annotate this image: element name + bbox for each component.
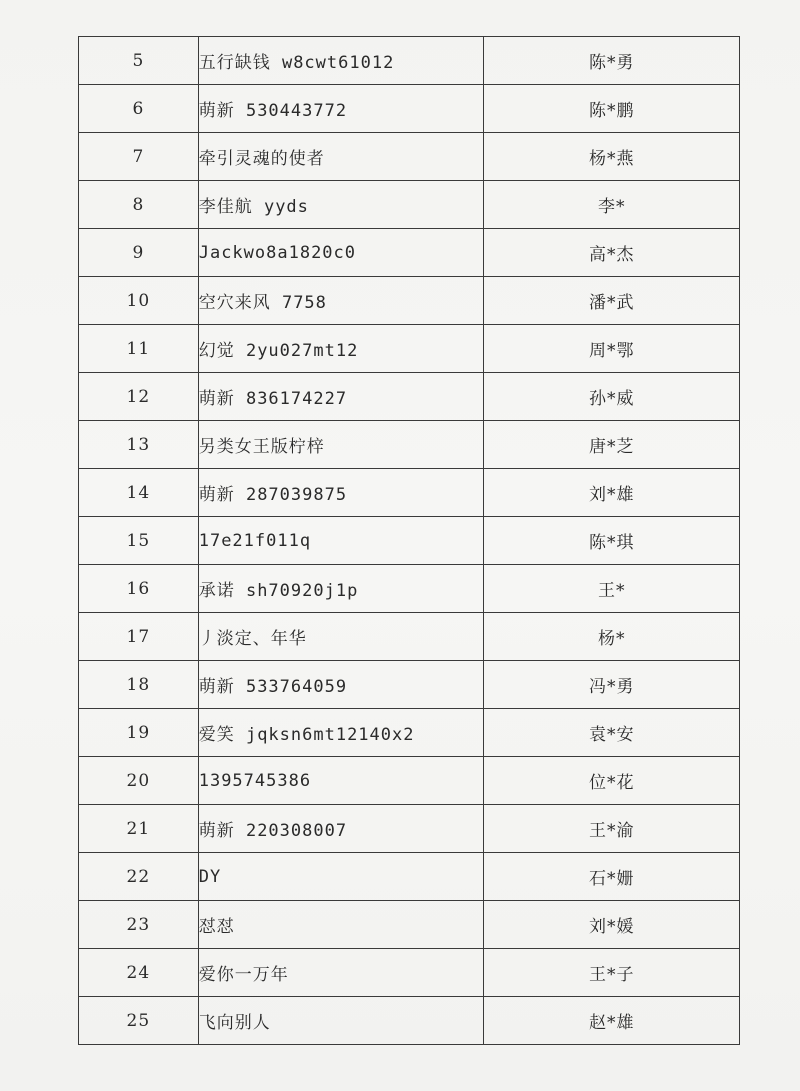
- row-name: 刘*媛: [484, 901, 740, 949]
- row-index: 21: [79, 805, 199, 853]
- row-nickname: 幻觉 2yu027mt12: [198, 325, 484, 373]
- row-index: 10: [79, 277, 199, 325]
- row-nickname: 萌新 530443772: [198, 85, 484, 133]
- row-index: 13: [79, 421, 199, 469]
- row-name: 刘*雄: [484, 469, 740, 517]
- row-nickname: Jackwo8a1820c0: [198, 229, 484, 277]
- row-index: 8: [79, 181, 199, 229]
- row-index: 17: [79, 613, 199, 661]
- table-row: [79, 805, 740, 853]
- table-row: [79, 277, 740, 325]
- table-row: [79, 757, 740, 805]
- row-name: 高*杰: [484, 229, 740, 277]
- row-name: 孙*威: [484, 373, 740, 421]
- row-name: 杨*: [484, 613, 740, 661]
- row-index: 14: [79, 469, 199, 517]
- row-index: 9: [79, 229, 199, 277]
- table-row: [79, 565, 740, 613]
- row-nickname: DY: [198, 853, 484, 901]
- table-row: [79, 133, 740, 181]
- row-nickname: 萌新 836174227: [198, 373, 484, 421]
- row-nickname: 五行缺钱 w8cwt61012: [198, 37, 484, 85]
- row-nickname: 萌新 220308007: [198, 805, 484, 853]
- row-index: 19: [79, 709, 199, 757]
- row-index: 23: [79, 901, 199, 949]
- table-row: [79, 181, 740, 229]
- table-row: [79, 901, 740, 949]
- row-index: 7: [79, 133, 199, 181]
- row-nickname: 飞向别人: [198, 997, 484, 1045]
- table-row: [79, 997, 740, 1045]
- row-name: 陈*琪: [484, 517, 740, 565]
- row-nickname: 爱笑 jqksn6mt12140x2: [198, 709, 484, 757]
- row-index: 24: [79, 949, 199, 997]
- table-row: [79, 373, 740, 421]
- row-index: 22: [79, 853, 199, 901]
- row-name: 李*: [484, 181, 740, 229]
- row-index: 11: [79, 325, 199, 373]
- table-row: [79, 85, 740, 133]
- row-nickname: 李佳航 yyds: [198, 181, 484, 229]
- row-name: 王*渝: [484, 805, 740, 853]
- row-index: 25: [79, 997, 199, 1045]
- row-nickname: 承诺 sh70920j1p: [198, 565, 484, 613]
- table-row: [79, 709, 740, 757]
- row-nickname: 牵引灵魂的使者: [198, 133, 484, 181]
- row-name: 杨*燕: [484, 133, 740, 181]
- table-row: [79, 325, 740, 373]
- row-name: 唐*芝: [484, 421, 740, 469]
- row-nickname: 爱你一万年: [198, 949, 484, 997]
- row-nickname: 丿淡定、年华: [198, 613, 484, 661]
- row-nickname: 怼怼: [198, 901, 484, 949]
- row-index: 15: [79, 517, 199, 565]
- row-index: 12: [79, 373, 199, 421]
- table-row: [79, 469, 740, 517]
- table-row: [79, 37, 740, 85]
- row-name: 王*子: [484, 949, 740, 997]
- row-name: 冯*勇: [484, 661, 740, 709]
- row-name: 石*姗: [484, 853, 740, 901]
- table-row: [79, 949, 740, 997]
- row-name: 陈*鹏: [484, 85, 740, 133]
- table-row: [79, 613, 740, 661]
- table-row: [79, 661, 740, 709]
- row-nickname: 1395745386: [198, 757, 484, 805]
- row-index: 16: [79, 565, 199, 613]
- row-index: 5: [79, 37, 199, 85]
- row-name: 陈*勇: [484, 37, 740, 85]
- table-row: [79, 229, 740, 277]
- row-nickname: 17e21f011q: [198, 517, 484, 565]
- roster-table-body: [79, 37, 740, 1045]
- row-name: 袁*安: [484, 709, 740, 757]
- table-row: [79, 421, 740, 469]
- table-row: [79, 853, 740, 901]
- row-nickname: 空穴来风 7758: [198, 277, 484, 325]
- row-name: 周*鄂: [484, 325, 740, 373]
- row-name: 赵*雄: [484, 997, 740, 1045]
- row-index: 6: [79, 85, 199, 133]
- row-nickname: 另类女王版柠梓: [198, 421, 484, 469]
- row-name: 潘*武: [484, 277, 740, 325]
- row-nickname: 萌新 533764059: [198, 661, 484, 709]
- row-index: 20: [79, 757, 199, 805]
- row-nickname: 萌新 287039875: [198, 469, 484, 517]
- row-name: 位*花: [484, 757, 740, 805]
- table-row: [79, 517, 740, 565]
- roster-table: [78, 36, 740, 1045]
- row-name: 王*: [484, 565, 740, 613]
- row-index: 18: [79, 661, 199, 709]
